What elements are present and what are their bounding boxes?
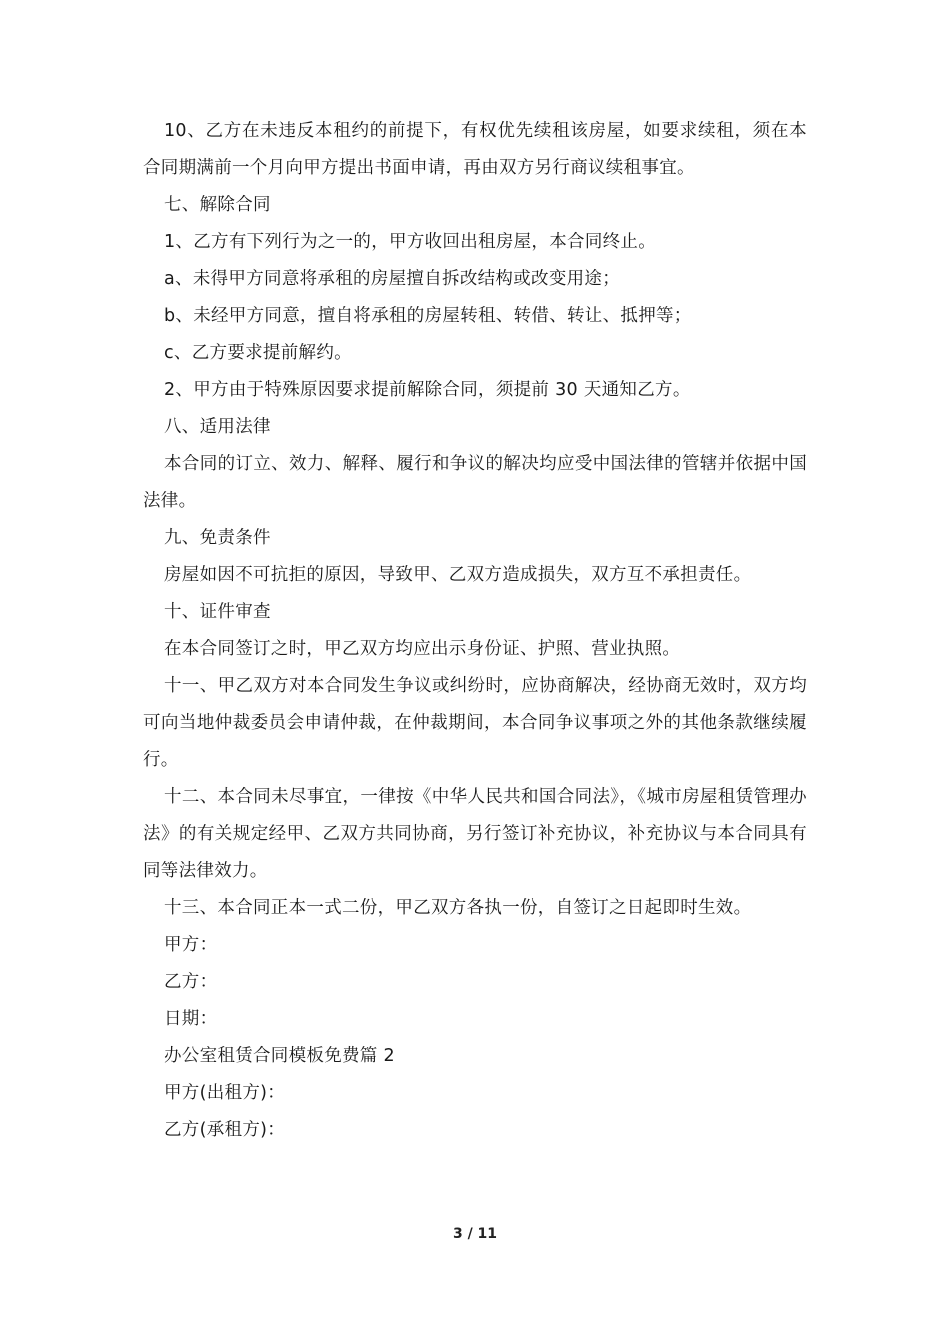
- clause-force-majeure: 房屋如因不可抗拒的原因，导致甲、乙双方造成损失，双方互不承担责任。: [164, 565, 752, 585]
- signature-date: 日期：: [164, 1009, 218, 1029]
- clause-dispute: 十一、甲乙双方对本合同发生争议或纠纷时，应协商解决，经协商无效时，双方均可向当地仲裁委员会申请仲裁，在仲裁期间，本合同争议事项之外的其他条款继续履行。: [143, 676, 807, 770]
- section-heading-termination: 七、解除合同: [164, 195, 271, 215]
- clause-copies: 十三、本合同正本一式二份，甲乙双方各执一份，自签订之日起即时生效。: [164, 898, 752, 918]
- clause-early-termination: 2、甲方由于特殊原因要求提前解除合同，须提前 30 天通知乙方。: [164, 380, 691, 400]
- clause-item-b: b、未经甲方同意，擅自将承租的房屋转租、转借、转让、抵押等；: [164, 306, 692, 326]
- clause-supplement: 十二、本合同未尽事宜，一律按《中华人民共和国合同法》，《城市房屋租赁管理办法》的有关规定经甲、乙双方共同协商，另行签订补充协议，补充协议与本合同具有同等法律效力。: [143, 787, 807, 881]
- party-b-lessee: 乙方(承租方)：: [164, 1120, 286, 1140]
- party-a-lessor: 甲方(出租方)：: [164, 1083, 286, 1103]
- clause-termination-conditions: 1、乙方有下列行为之一的，甲方收回出租房屋，本合同终止。: [164, 232, 657, 252]
- page-number: 3 / 11: [452, 1226, 498, 1242]
- clause-document-check: 在本合同签订之时，甲乙双方均应出示身份证、护照、营业执照。: [164, 639, 681, 659]
- document-body: [143, 113, 807, 1149]
- clause-renewal: 10、乙方在未违反本租约的前提下，有权优先续租该房屋，如要求续租，须在本合同期满前一个月向甲方提出书面申请，再由双方另行商议续租事宜。: [143, 121, 807, 178]
- section-heading-law: 八、适用法律: [164, 417, 271, 437]
- section-heading-exemption: 九、免责条件: [164, 528, 271, 548]
- section-heading-documents: 十、证件审查: [164, 602, 271, 622]
- clause-item-c: c、乙方要求提前解约。: [164, 343, 352, 363]
- clause-item-a: a、未得甲方同意将承租的房屋擅自拆改结构或改变用途；: [164, 269, 621, 289]
- signature-party-b: 乙方：: [164, 972, 218, 992]
- contract-title-2: 办公室租赁合同模板免费篇 2: [164, 1046, 395, 1066]
- signature-party-a: 甲方：: [164, 935, 218, 955]
- clause-governing-law: 本合同的订立、效力、解释、履行和争议的解决均应受中国法律的管辖并依据中国法律。: [143, 454, 807, 511]
